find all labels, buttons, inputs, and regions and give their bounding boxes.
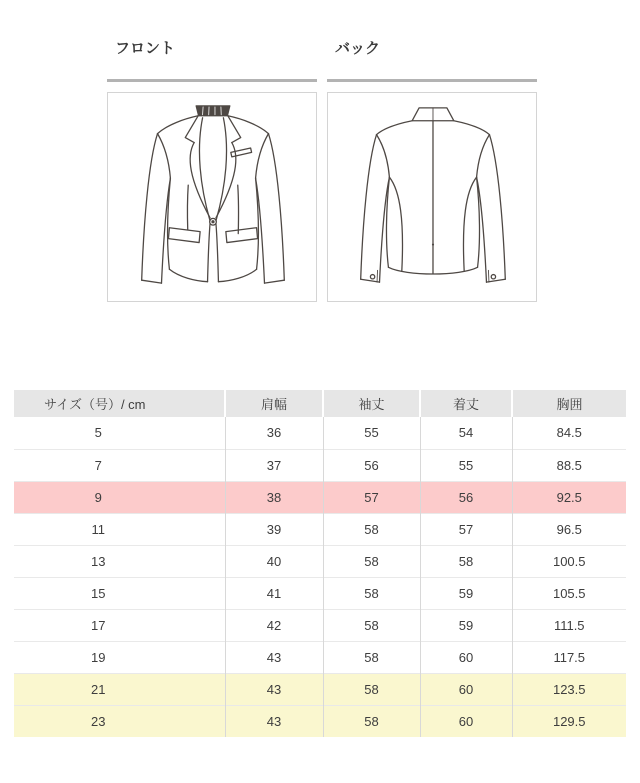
shoulder-width-cell: 43 (225, 705, 323, 737)
size-row (14, 545, 626, 577)
back-view-label: バック (335, 40, 381, 57)
size-chart-table (14, 390, 626, 737)
body-length-cell: 54 (420, 417, 512, 449)
sleeve-length-cell: 57 (323, 481, 420, 513)
body-length-cell: 55 (420, 449, 512, 481)
back-view (327, 40, 537, 302)
size-table-body (14, 417, 626, 737)
chest-cell: 96.5 (512, 513, 626, 545)
shoulder-width-cell: 36 (225, 417, 323, 449)
chest-cell: 117.5 (512, 641, 626, 673)
sleeve-length-cell: 58 (323, 641, 420, 673)
chest-cell: 100.5 (512, 545, 626, 577)
sleeve-length-header: 袖丈 (323, 390, 420, 417)
body-length-header: 着丈 (420, 390, 512, 417)
chest-header: 胸囲 (512, 390, 626, 417)
size-cell: 11 (14, 513, 225, 545)
size-row (14, 705, 626, 737)
size-row (14, 641, 626, 673)
shoulder-width-cell: 43 (225, 673, 323, 705)
body-length-cell: 58 (420, 545, 512, 577)
chest-cell: 84.5 (512, 417, 626, 449)
body-length-cell: 60 (420, 673, 512, 705)
chest-cell: 129.5 (512, 705, 626, 737)
size-cell: 15 (14, 577, 225, 609)
front-view (107, 40, 317, 302)
size-cell: 9 (14, 481, 225, 513)
jacket-views (0, 0, 640, 302)
sleeve-length-cell: 58 (323, 673, 420, 705)
size-row (14, 513, 626, 545)
size-cell: 7 (14, 449, 225, 481)
size-row (14, 609, 626, 641)
sleeve-length-cell: 58 (323, 705, 420, 737)
chest-cell: 111.5 (512, 609, 626, 641)
size-cell: 19 (14, 641, 225, 673)
size-cell: 13 (14, 545, 225, 577)
shoulder-width-cell: 39 (225, 513, 323, 545)
shoulder-width-cell: 42 (225, 609, 323, 641)
sleeve-length-cell: 58 (323, 577, 420, 609)
size-row (14, 481, 626, 513)
size-cell: 23 (14, 705, 225, 737)
size-table-header-row (14, 390, 626, 417)
sleeve-length-cell: 56 (323, 449, 420, 481)
size-cell: 21 (14, 673, 225, 705)
size-cell: 17 (14, 609, 225, 641)
chest-cell: 88.5 (512, 449, 626, 481)
sleeve-length-cell: 55 (323, 417, 420, 449)
back-label-divider (327, 79, 537, 82)
shoulder-width-cell: 43 (225, 641, 323, 673)
size-column-header: サイズ（号）/ cm (14, 390, 225, 417)
chest-cell: 92.5 (512, 481, 626, 513)
sleeve-length-cell: 58 (323, 609, 420, 641)
front-view-label: フロント (115, 40, 176, 57)
front-jacket-image-box (107, 92, 317, 302)
body-length-cell: 60 (420, 705, 512, 737)
size-row (14, 673, 626, 705)
size-cell: 5 (14, 417, 225, 449)
body-length-cell: 59 (420, 577, 512, 609)
sleeve-length-cell: 58 (323, 513, 420, 545)
back-jacket-image-box (327, 92, 537, 302)
body-length-cell: 59 (420, 609, 512, 641)
chest-cell: 105.5 (512, 577, 626, 609)
size-row (14, 577, 626, 609)
shoulder-width-cell: 37 (225, 449, 323, 481)
shoulder-width-cell: 38 (225, 481, 323, 513)
body-length-cell: 60 (420, 641, 512, 673)
size-row (14, 449, 626, 481)
jacket-back-drawing (329, 94, 535, 300)
chest-cell: 123.5 (512, 673, 626, 705)
body-length-cell: 56 (420, 481, 512, 513)
sleeve-length-cell: 58 (323, 545, 420, 577)
shoulder-width-header: 肩幅 (225, 390, 323, 417)
jacket-front-drawing (109, 94, 315, 300)
shoulder-width-cell: 41 (225, 577, 323, 609)
front-label-divider (107, 79, 317, 82)
size-row (14, 417, 626, 449)
shoulder-width-cell: 40 (225, 545, 323, 577)
body-length-cell: 57 (420, 513, 512, 545)
